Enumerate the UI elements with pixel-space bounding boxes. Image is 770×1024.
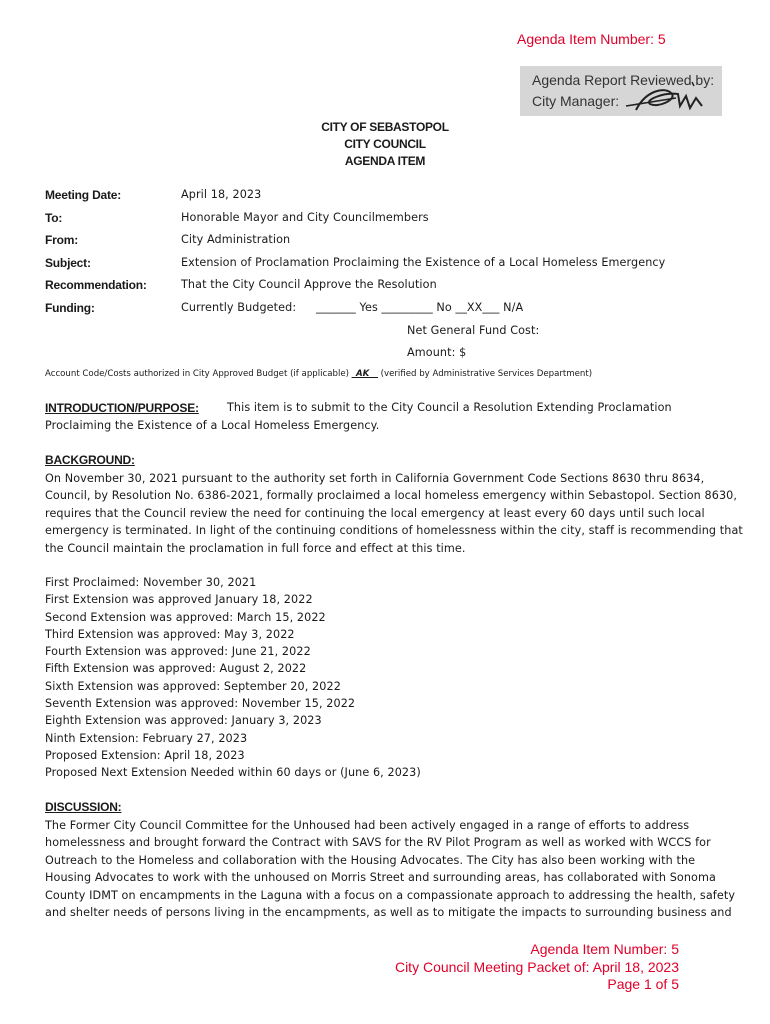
agenda-item-number-header: Agenda Item Number: 5 [517, 31, 666, 47]
list-item: Seventh Extension was approved: November 15, 2022 [45, 697, 356, 711]
background-line: requires that the Council review the need for continuing the local emergency at least every 60 days until such local [45, 506, 705, 520]
account-code-prefix: Account Code/Costs authorized in City Approved Budget (if applicable) [45, 369, 349, 379]
footer-page-number: Page 1 of 5 [607, 976, 679, 992]
review-stamp [520, 66, 722, 116]
background-line: Council, by Resolution No. 6386-2021, formally proclaimed a local homeless emergency within Sebastopol. Section 8630, [45, 489, 738, 503]
from-label: From: [45, 233, 78, 247]
list-item: Ninth Extension: February 27, 2023 [45, 731, 248, 745]
funding-options: _______ Yes _________ No __XX___ N/A [316, 301, 524, 314]
subject-label: Subject: [45, 256, 91, 270]
stamp-reviewed-by: Agenda Report Reviewed by: [532, 72, 715, 88]
background-line: On November 30, 2021 pursuant to the authority set forth in California Government Code Sections 8630 thru 8634, [45, 472, 705, 485]
discussion-line: Outreach to the Homeless and collaboration with the Housing Advocates. The City has also been working with the [45, 853, 696, 867]
list-item: Sixth Extension was approved: September 20, 2022 [45, 679, 341, 693]
subject-value: Extension of Proclamation Proclaiming the Existence of a Local Homeless Emergency [181, 256, 666, 269]
recommendation-value: That the City Council Approve the Resolution [181, 278, 437, 291]
recommendation-label: Recommendation: [45, 278, 147, 292]
list-item: Fifth Extension was approved: August 2, 2022 [45, 662, 307, 676]
from-value: City Administration [181, 233, 291, 246]
account-code-initials: _AK__ [351, 369, 378, 379]
list-item: Second Extension was approved: March 15, 2022 [45, 610, 326, 624]
to-value: Honorable Mayor and City Councilmembers [181, 211, 429, 224]
account-code-line [45, 369, 592, 379]
funding-label: Funding: [45, 301, 95, 315]
list-item: Proposed Next Extension Needed within 60 days or (June 6, 2023) [45, 766, 421, 780]
background-line: emergency is terminated. In light of the continuing conditions of homelessness within the city, staff is recommending that [45, 524, 743, 538]
list-item: First Proclaimed: November 30, 2021 [45, 576, 257, 589]
meeting-date-label: Meeting Date: [45, 188, 122, 202]
discussion-line: The Former City Council Committee for the Unhoused had been actively engaged in a range of efforts to address [45, 819, 690, 832]
introduction-heading: INTRODUCTION/PURPOSE: [45, 401, 199, 415]
list-item: Fourth Extension was approved: June 21, 2022 [45, 645, 311, 659]
footer-meeting-packet: City Council Meeting Packet of: April 18, 2023 [394, 959, 679, 975]
introduction-text-line2: Proclaiming the Existence of a Local Homeless Emergency. [45, 419, 380, 432]
title-agenda-item: AGENDA ITEM [344, 154, 426, 168]
to-label: To: [45, 211, 63, 225]
discussion-line: County IDMT on encampments in the Laguna with a focus on a compassionate approach to addressing the health, safety [45, 888, 736, 902]
footer-agenda-item-number: Agenda Item Number: 5 [530, 941, 679, 957]
discussion-line: and shelter needs of persons living in the encampments, as well as to mitigate the impacts to surrounding business and [45, 906, 732, 920]
discussion-heading: DISCUSSION: [45, 800, 122, 814]
discussion-line: Housing Advocates to work with the unhoused on Morris Street and surrounding areas, has collaborated with Sonoma [45, 871, 716, 885]
meeting-date-value: April 18, 2023 [181, 188, 262, 201]
discussion-line: homelessness and brought forward the Contract with SAVS for the RV Pilot Program as well as worked with WCCS for [45, 836, 711, 850]
amount: Amount: $ [407, 346, 467, 359]
list-item: Proposed Extension: April 18, 2023 [45, 748, 245, 762]
stamp-city-manager: City Manager: [532, 93, 620, 109]
background-heading: BACKGROUND: [45, 453, 135, 467]
list-item: Third Extension was approved: May 3, 2022 [45, 627, 295, 641]
list-item: First Extension was approved January 18, 2022 [45, 593, 313, 607]
account-code-suffix: (verified by Administrative Services Department) [380, 369, 593, 379]
extensions-list [45, 574, 421, 782]
background-paragraph [45, 470, 743, 557]
introduction-text-line1: This item is to submit to the City Council a Resolution Extending Proclamation [227, 401, 672, 414]
title-city: CITY OF SEBASTOPOL [321, 120, 449, 134]
background-line: the Council maintain the proclamation in full force and effect at this time. [45, 541, 466, 555]
currently-budgeted: Currently Budgeted: [181, 301, 297, 314]
net-general-fund-cost: Net General Fund Cost: [407, 324, 540, 337]
title-council: CITY COUNCIL [344, 137, 426, 151]
discussion-paragraph [45, 817, 735, 921]
list-item: Eighth Extension was approved: January 3, 2023 [45, 714, 322, 728]
signature-icon [606, 80, 706, 116]
